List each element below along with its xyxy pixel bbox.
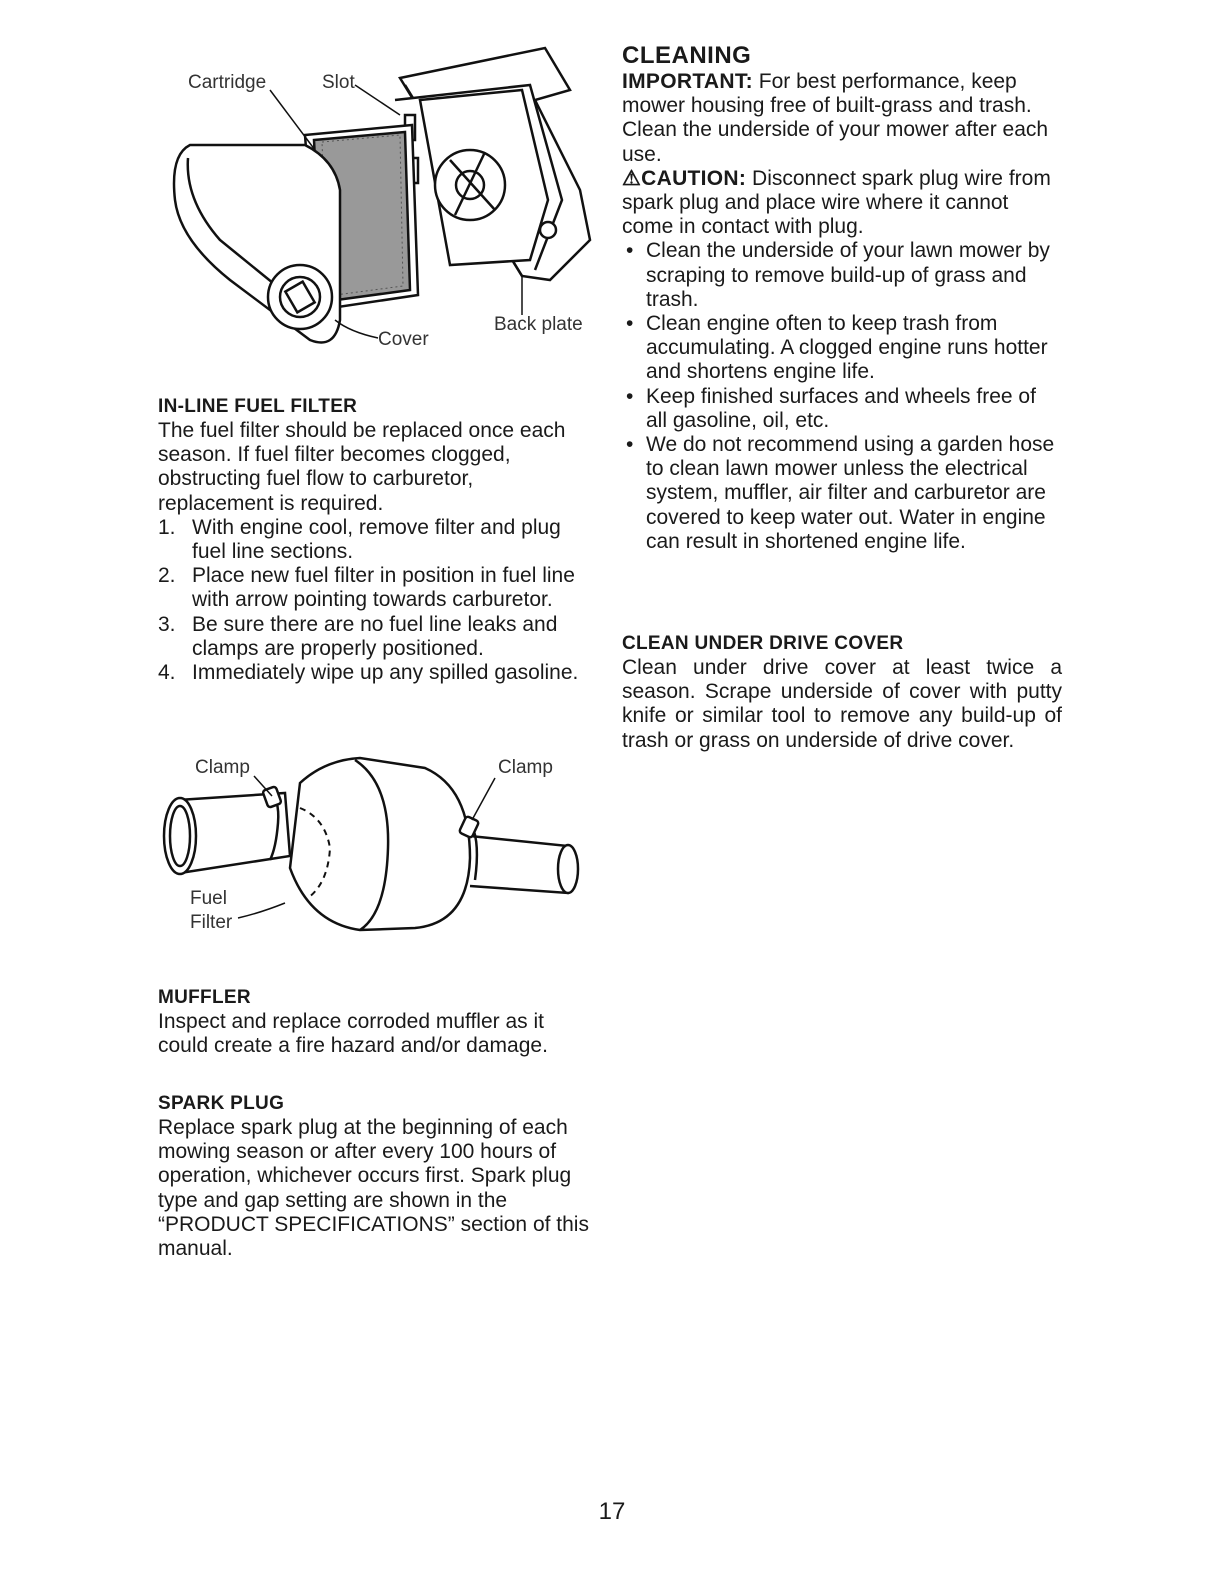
caution-text: Disconnect spark plug wire from spark plug and place wire where it cannot come in contact with plug. xyxy=(622,166,1051,239)
list-item: • We do not recommend using a garden hose to clean lawn mower unless the electrical system, muffler, air filter and carburetor are covered to keep water out. Water in engine can result in shortened engine life. xyxy=(626,433,1055,553)
inline-fuel-filter-heading: IN-LINE FUEL FILTER xyxy=(158,396,358,417)
important-label: IMPORTANT: xyxy=(622,70,753,93)
label-clamp-right: Clamp xyxy=(498,757,553,778)
inline-fuel-filter-section xyxy=(158,395,590,685)
cleaning-caution xyxy=(622,167,1062,240)
bullet-icon: • xyxy=(626,433,634,457)
cover-drawing xyxy=(174,145,340,343)
spark-plug-section xyxy=(158,1092,590,1261)
spark-plug-heading: SPARK PLUG xyxy=(158,1093,285,1114)
spark-plug-text: Replace spark plug at the beginning of each mowing season or after every 100 hours of operation, whichever occurs first. Spark plug type and gap setting are shown in the “PRODUCT SPECIFICATIONS” section of this manual. xyxy=(158,1116,589,1261)
list-item: 1. With engine cool, remove filter and plug fuel line sections. xyxy=(158,515,561,564)
bullet-icon: • xyxy=(626,239,634,263)
bullet-icon: • xyxy=(626,312,634,336)
inline-fuel-filter-steps xyxy=(158,516,590,685)
air-filter-illustration xyxy=(150,40,600,360)
cleaning-bullets xyxy=(622,239,1062,554)
label-slot: Slot xyxy=(322,72,355,93)
muffler-text: Inspect and replace corroded muffler as it could create a fire hazard and/or damage. xyxy=(158,1010,548,1058)
cleaning-section xyxy=(622,42,1062,554)
list-item: • Clean the underside of your lawn mower by scraping to remove build-up of grass and trash. xyxy=(626,239,1050,311)
cleaning-important xyxy=(622,70,1062,167)
label-back-plate: Back plate xyxy=(494,314,583,335)
list-item: 3. Be sure there are no fuel line leaks and clamps are properly positioned. xyxy=(158,612,558,660)
clean-under-drive-cover-text: Clean under drive cover at least twice a season. Scrape underside of cover with putty knife or similar tool to remove any build-up of trash or grass on underside of drive cover. xyxy=(622,656,1062,752)
caution-icon: ⚠ xyxy=(622,166,642,190)
muffler-section xyxy=(158,986,590,1058)
important-text: For best performance, keep mower housing free of built-grass and trash. Clean the underside of your mower after each use. xyxy=(622,70,1049,166)
label-cover: Cover xyxy=(378,329,429,350)
list-item: 4. Immediately wipe up any spilled gasoline. xyxy=(158,661,579,685)
label-cartridge: Cartridge xyxy=(188,72,267,93)
inline-fuel-filter-intro: The fuel filter should be replaced once each season. If fuel filter becomes clogged, obstructing fuel flow to carburetor, replacement is required. xyxy=(158,419,566,515)
list-item: • Clean engine often to keep trash from accumulating. A clogged engine runs hotter and shortens engine life. xyxy=(626,312,1048,384)
muffler-heading: MUFFLER xyxy=(158,987,251,1008)
label-filter: Filter xyxy=(190,912,233,933)
label-fuel: Fuel xyxy=(190,888,227,909)
clean-under-drive-cover-section xyxy=(622,632,1062,753)
page-number: 17 xyxy=(598,1498,626,1525)
back-plate-drawing xyxy=(395,48,590,280)
list-item: 2. Place new fuel filter in position in fuel line with arrow pointing towards carburetor. xyxy=(158,564,575,612)
list-item: • Keep finished surfaces and wheels free of all gasoline, oil, etc. xyxy=(626,384,1036,432)
fuel-filter-illustration xyxy=(150,748,590,943)
cleaning-heading: CLEANING xyxy=(622,42,752,69)
clean-under-drive-cover-heading: CLEAN UNDER DRIVE COVER xyxy=(622,633,904,654)
label-clamp-left: Clamp xyxy=(195,757,250,778)
bullet-icon: • xyxy=(626,384,634,408)
caution-label: CAUTION: xyxy=(641,166,747,190)
